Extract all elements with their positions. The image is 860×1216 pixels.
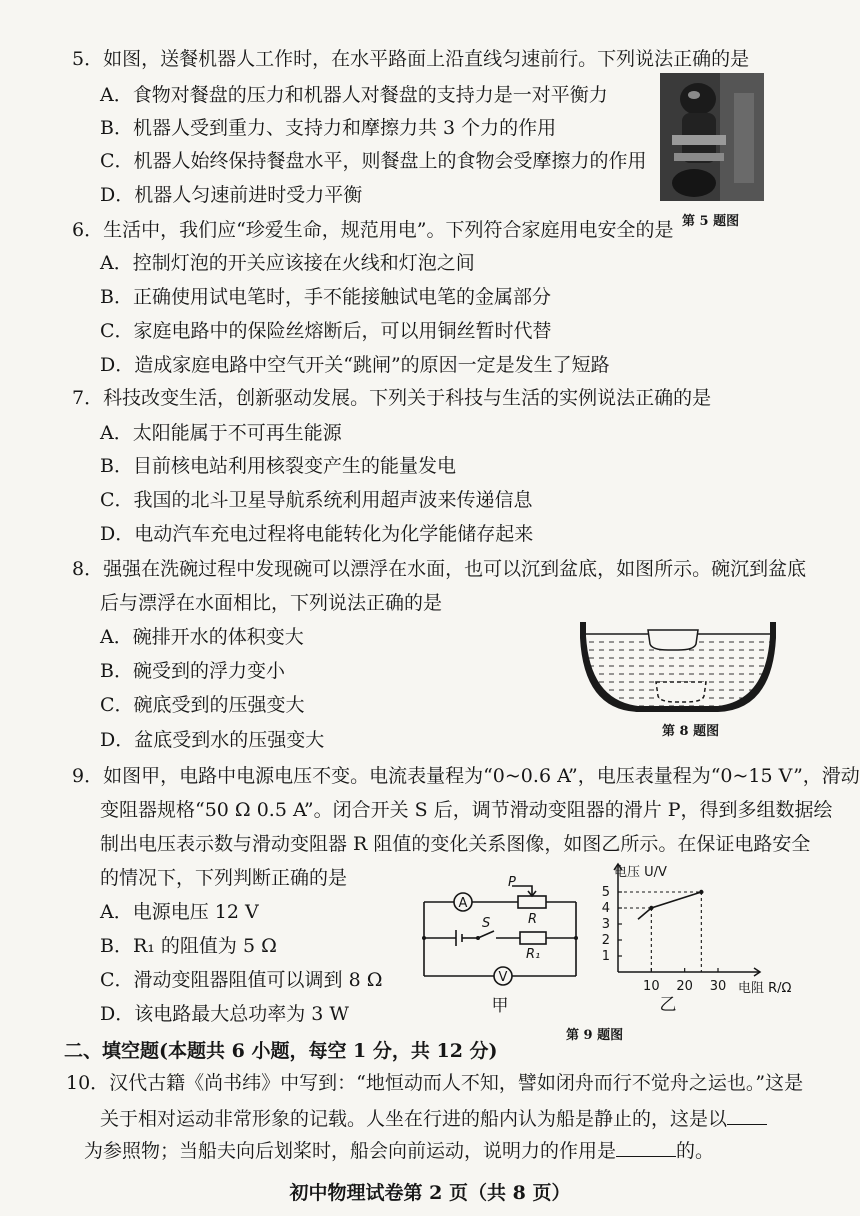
data-point (649, 906, 653, 910)
q6-option-c: C．家庭电路中的保险丝熔断后，可以用铜丝暂时代替 (100, 320, 552, 342)
circuit-label: 甲 (491, 996, 509, 1016)
resistor-label: R₁ (526, 947, 541, 962)
ammeter-label: A (458, 896, 468, 911)
q7-stem: 7．科技改变生活，创新驱动发展。下列关于科技与生活的实例说法正确的是 (72, 387, 712, 409)
q10-line2: 关于相对运动非常形象的记载。人坐在行进的船内认为船是静止的，这是以 (100, 1108, 728, 1130)
page-footer: 初中物理试卷第 2 页（共 8 页） (289, 1182, 571, 1204)
graph-label: 乙 (659, 995, 677, 1015)
q5-figure-caption: 第 5 题图 (682, 214, 740, 229)
graph-y-label: 电压 U/V (614, 865, 667, 880)
q10-line3-wrap (84, 1136, 714, 1164)
switch-label: S (482, 916, 491, 931)
q9-figure-caption: 第 9 题图 (566, 1028, 624, 1043)
q5-option-b: B．机器人受到重力、支持力和摩擦力共 3 个力的作用 (100, 117, 557, 139)
q9-stem-line4: 的情况下，下列判断正确的是 (100, 867, 348, 889)
basin-figure (578, 614, 778, 718)
data-curve (638, 892, 701, 919)
ammeter-icon (454, 893, 472, 911)
q8-option-d: D．盆底受到水的压强变大 (100, 729, 325, 751)
voltage-resistance-graph (588, 856, 798, 1020)
data-point (699, 890, 703, 894)
y-tick-label: 3 (601, 917, 610, 932)
q8-stem-line1: 8．强强在洗碗过程中发现碗可以漂浮在水面，也可以沉到盆底，如图所示。碗沉到盆底 (72, 558, 807, 580)
q10-line3-a: 为参照物；当船夫向后划桨时，船会向前运动，说明力的作用是 (84, 1140, 617, 1162)
q10-line1: 10．汉代古籍《尚书纬》中写到：“地恒动而人不知，譬如闭舟而行不觉舟之运也。”这是 (66, 1072, 804, 1094)
q8-figure-caption: 第 8 题图 (662, 724, 720, 739)
robot-photo (660, 73, 764, 201)
q5-option-a: A．食物对餐盘的压力和机器人对餐盘的支持力是一对平衡力 (100, 84, 608, 106)
y-tick-label: 1 (601, 949, 610, 964)
circuit-diagram (416, 876, 586, 1020)
q10-blank-1[interactable] (727, 1104, 767, 1125)
q6-option-a: A．控制灯泡的开关应该接在火线和灯泡之间 (100, 252, 475, 274)
q8-option-a: A．碗排开水的体积变大 (100, 626, 304, 648)
q7-option-a: A．太阳能属于不可再生能源 (100, 422, 342, 444)
q9-stem-line3: 制出电压表示数与滑动变阻器 R 阻值的变化关系图像，如图乙所示。在保证电路安全 (100, 833, 811, 855)
rheostat-label: R (528, 912, 538, 927)
q7-option-b: B．目前核电站利用核裂变产生的能量发电 (100, 455, 456, 477)
q7-option-c: C．我国的北斗卫星导航系统利用超声波来传递信息 (100, 489, 533, 511)
q9-option-c: C．滑动变阻器阻值可以调到 8 Ω (100, 969, 383, 991)
x-tick-label: 10 (643, 979, 660, 994)
x-tick-label: 20 (676, 979, 693, 994)
section-2-title: 二、填空题(本题共 6 小题，每空 1 分，共 12 分) (64, 1040, 498, 1062)
x-tick-label: 30 (709, 979, 727, 994)
q6-stem: 6．生活中，我们应“珍爱生命，规范用电”。下列符合家庭用电安全的是 (72, 219, 674, 241)
q5-option-d: D．机器人匀速前进时受力平衡 (100, 184, 363, 206)
q9-option-a: A．电源电压 12 V (100, 901, 259, 923)
q9-option-d: D．该电路最大总功率为 3 W (100, 1003, 349, 1025)
q10-line3-b: 的。 (676, 1140, 715, 1162)
q9-option-b: B．R₁ 的阻值为 5 Ω (100, 935, 277, 957)
graph-x-label: 电阻 R/Ω (738, 981, 792, 996)
voltmeter-icon (494, 967, 512, 985)
slider-label: P (508, 876, 516, 890)
q6-option-d: D．造成家庭电路中空气开关“跳闸”的原因一定是发生了短路 (100, 354, 610, 376)
q8-option-c: C．碗底受到的压强变大 (100, 694, 305, 716)
voltmeter-label: V (498, 970, 508, 985)
q8-option-b: B．碗受到的浮力变小 (100, 660, 285, 682)
q5-stem: 5．如图，送餐机器人工作时，在水平路面上沿直线匀速前行。下列说法正确的是 (72, 48, 750, 70)
q9-stem-line1: 9．如图甲，电路中电源电压不变。电流表量程为“0~0.6 A”，电压表量程为“0~15 V”，滑动 (72, 765, 860, 787)
q8-stem-line2: 后与漂浮在水面相比，下列说法正确的是 (100, 592, 443, 614)
q10-line2-wrap (100, 1104, 767, 1132)
q9-stem-line2: 变阻器规格“50 Ω 0.5 A”。闭合开关 S 后，调节滑动变阻器的滑片 P，得到多组数据绘 (100, 799, 833, 821)
y-tick-label: 2 (601, 933, 610, 948)
q7-option-d: D．电动汽车充电过程将电能转化为化学能储存起来 (100, 523, 534, 545)
y-tick-label: 4 (601, 901, 610, 916)
q5-option-c: C．机器人始终保持餐盘水平，则餐盘上的食物会受摩擦力的作用 (100, 150, 647, 172)
q6-option-b: B．正确使用试电笔时，手不能接触试电笔的金属部分 (100, 286, 551, 308)
q10-blank-2[interactable] (616, 1136, 676, 1157)
y-tick-label: 5 (601, 885, 610, 900)
